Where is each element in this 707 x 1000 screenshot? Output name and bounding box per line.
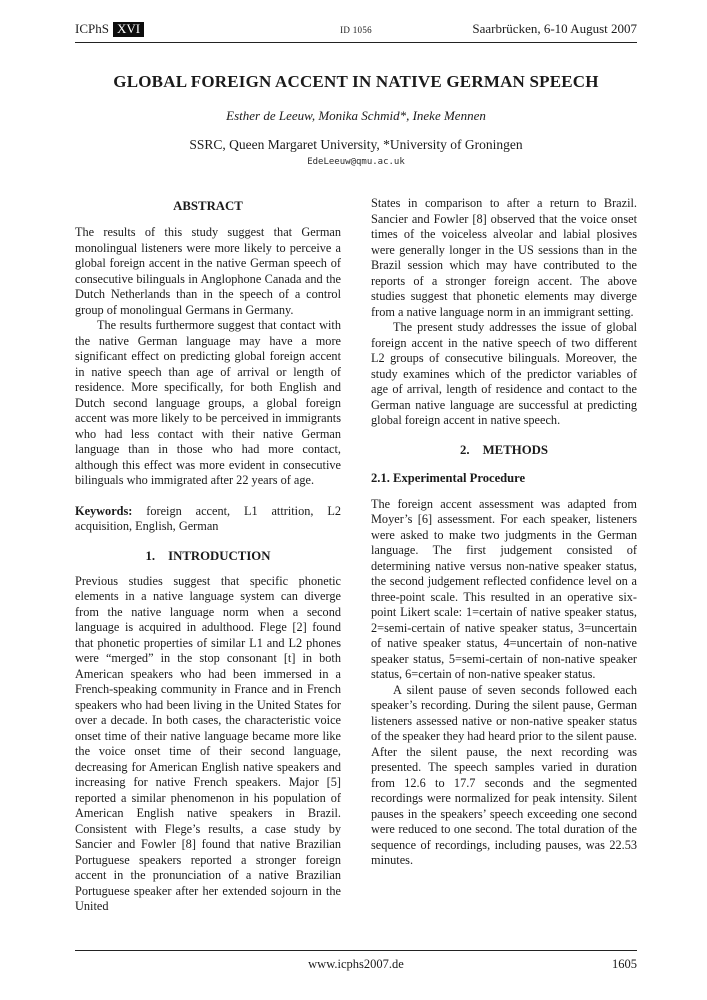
conference-name: ICPhS bbox=[75, 21, 109, 36]
abstract-paragraph-1: The results of this study suggest that German monolingual listeners were more likely to perceive a global foreign accent in the native German speech of consecutive bilinguals in Anglophone Canada and the Dutch Netherlands than in the speech of a control group of monolingual Germans in Germany. bbox=[75, 225, 341, 317]
continuation-paragraph: States in comparison to after a return to Brazil. Sancier and Fowler [8] observed that the voice onset times of the voiceless alveolar and labial plosives were generally longer in the US sessions than in the Brazil session which may have contributed to the reports of a stronger foreign accent. The above studies suggest that phonetic elements may diverge from a native language norm in an immigrant setting. bbox=[371, 196, 637, 319]
page-footer bbox=[75, 950, 637, 972]
right-column bbox=[371, 196, 637, 950]
footer-url: www.icphs2007.de bbox=[308, 957, 404, 971]
footer-page-number: 1605 bbox=[612, 957, 637, 971]
methods-paragraph-2: A silent pause of seven seconds followed each speaker’s recording. During the silent pause, German listeners assessed native or non-native speaker status of the speaker they had heard prior to the silent pause. After the silent pause, the next recording was presented. The speech samples varied in duration from 12.6 to 17.7 seconds and the segmented recordings were normalized for peak intensity. Silent pauses in the speakers’ speech exceeding one second were reduced to one second. The total duration of the sequence of recordings, including pauses, was 22.53 minutes. bbox=[371, 682, 637, 867]
abstract-paragraph-2: The results furthermore suggest that contact with the native German language may have a more significant effect on predicting global foreign accent in native speech than age of arrival or length of residence. More specifically, for both English and Dutch second language groups, a global foreign accent was more likely to be perceived in immigrants who had less contact with their native German language than in those who had more contact, although this effect was more evident in consecutive bilinguals who immigrated after 22 years of age. bbox=[75, 318, 341, 487]
conference-location-date: Saarbrücken, 6-10 August 2007 bbox=[472, 21, 638, 36]
header-left bbox=[75, 21, 340, 37]
present-study-paragraph: The present study addresses the issue of global foreign accent in the native speech of two different L2 groups of consecutive bilinguals. Moreover, the study examines which of the predictor variables of age of arrival, length of residence and contact to the German native language are successful at predicting global foreign accent in native speech. bbox=[371, 320, 637, 427]
introduction-heading-title: INTRODUCTION bbox=[168, 548, 271, 563]
keywords-label: Keywords: bbox=[75, 503, 133, 518]
keywords-paragraph bbox=[75, 504, 341, 535]
methods-heading bbox=[371, 442, 637, 458]
introduction-heading bbox=[75, 548, 341, 564]
left-column bbox=[75, 196, 341, 950]
paper-title: GLOBAL FOREIGN ACCENT IN NATIVE GERMAN SPEECH bbox=[113, 72, 599, 91]
conference-numeral-badge: XVI bbox=[113, 22, 144, 37]
methods-heading-number: 2. bbox=[459, 442, 470, 457]
abstract-heading: ABSTRACT bbox=[173, 199, 243, 213]
experimental-procedure-heading: 2.1. Experimental Procedure bbox=[371, 470, 526, 485]
email-line: EdeLeeuw@qmu.ac.uk bbox=[307, 157, 405, 167]
title-block bbox=[75, 72, 637, 167]
page-header bbox=[75, 21, 637, 43]
authors-line: Esther de Leeuw, Monika Schmid*, Ineke Mennen bbox=[226, 108, 486, 123]
methods-heading-title: METHODS bbox=[482, 442, 549, 457]
methods-paragraph-1: The foreign accent assessment was adapted from Moyer’s [6] assessment. For each speaker, listeners were asked to make two judgments in the German language. The first judgement consisted of determining native versus non-native speaker status, the second judgement reflected confidence level on a three-point scale. This resulted in an operative six-point Likert scale: 1=certain of native speaker status, 2=semi-certain of native speaker status, 3=uncertain of native speaker status, 4=uncertain of non-native speaker status, 5=semi-certain of non-native speaker status, 6=certain of non-native speaker status. bbox=[371, 496, 637, 681]
introduction-paragraph: Previous studies suggest that specific phonetic elements in a native language system can diverge from the native language norm when a second language is acquired in adulthood. Flege [2] found that phonetic properties of similar L1 and L2 phones were “merged” in the stop consonant [t] in both American speakers who had been immersed in a French-speaking community in France and in French speakers who had been living in the United States for over a decade. In both cases, the characteristic voice onset time of their native language became more like the voice onset time of their second language, decreasing for American English native speakers and increasing for native French speakers. Major [5] reported a similar phenomenon in his population of American English native speakers in Brazil. Consistent with Flege’s results, a case study by Sancier and Fowler [8] found that native Brazilian Portuguese speakers reported a stronger foreign accent in the pronunciation of a native Brazilian Portuguese speaker after her extended sojourn in the United bbox=[75, 573, 341, 913]
paper-id: ID 1056 bbox=[340, 25, 372, 35]
introduction-heading-number: 1. bbox=[145, 548, 156, 563]
body-columns bbox=[75, 196, 637, 950]
keywords-text: foreign accent, L1 attrition, L2 acquisition, English, German bbox=[75, 503, 341, 533]
affiliation-line: SSRC, Queen Margaret University, *University of Groningen bbox=[189, 137, 523, 152]
